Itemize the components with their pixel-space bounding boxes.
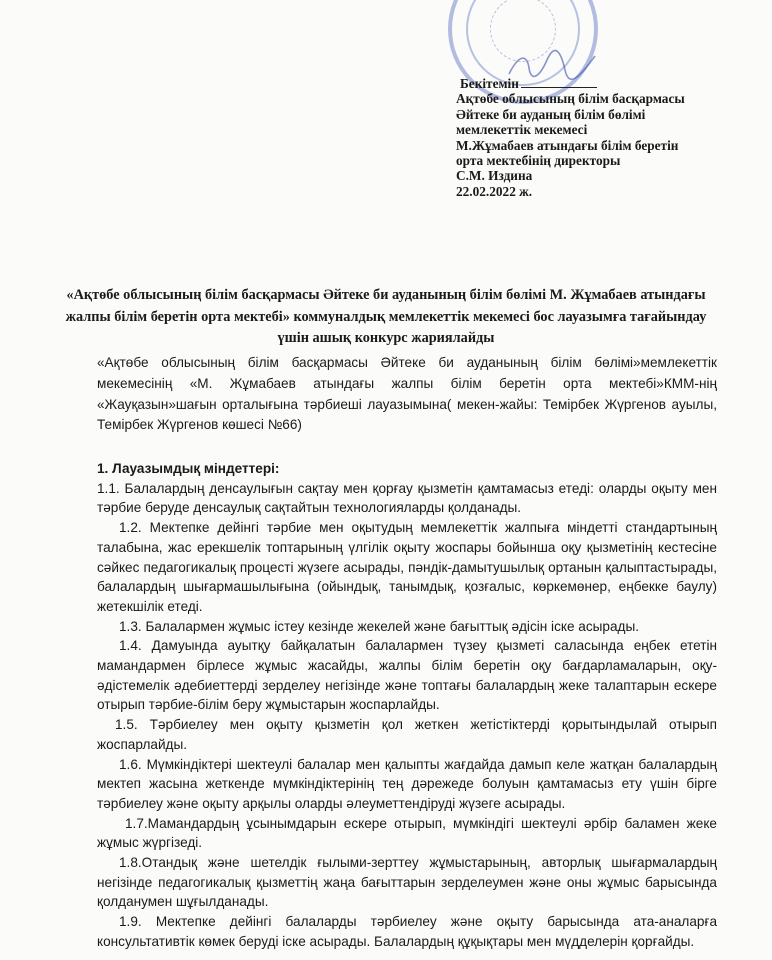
duty-item: 1.1. Балалардың денсаулығын сақтау мен қорғау қызметін қамтамасыз етеді: оларды оқыту мен тәрбие беруде денсаулық сақтайтын технологияларды қолданады. (97, 480, 717, 516)
approval-line-director: орта мектебінің директоры (456, 153, 621, 169)
duty-item: 1.9. Мектепке дейінгі балаларды тәрбиелеу және оқыту барысында ата-аналарға консультативтік көмек беруді іске асырады. Балалардың құқықтары мен мүдделерін қорғайды. (97, 914, 717, 949)
approval-line-institution: мемлекеттік мекемесі (456, 122, 588, 138)
approval-line-district: Әйтеке би ауданың білім бөлімі (456, 106, 646, 122)
duty-item: 1.2. Мектепке дейінгі тәрбие мен оқытудың мемлекеттік жалпыға міндетті стандартының талабына, жас ерекшелік топтарының үлгілік оқыту жоспары бойынша оқу қызметінің кестесіне сәйкес педагогикалық процесті жүзеге асырады, пәндік-дамытушылық ортанын қалыптастырады, балалардың шығармашылығына (ойындық, танымдық, қозғалыс, көркемөнер, еңбекке баулу) жетекшілік етеді. (97, 520, 717, 614)
approval-line-school: М.Жұмабаев атындағы білім беретін (456, 137, 679, 153)
duty-item: 1.3. Балалармен жұмыс істеу кезінде жекелей және бағыттық әдісін іске асырады. (119, 618, 640, 634)
document-title: «Ақтөбе облысының білім басқармасы Әйтеке би ауданының білім бөлімі М. Жұмабаев атындағы жалпы білім беретін орта мектебі» коммуналдық мемлекеттік мекемесі бос лауазымға тағайындау үшін ашық конкурс жариялайды (65, 287, 707, 346)
duty-item: 1.7.Мамандардың ұсынымдарын ескере отырып, мүмкіндігі шектеулі әрбір баламен жеке жұмыс жүргізеді. (97, 815, 717, 851)
signature-line (521, 87, 597, 88)
approval-line-date: 22.02.2022 ж. (456, 183, 533, 199)
approval-line-approved: Бекітемін (456, 76, 756, 91)
duties-section (97, 459, 717, 952)
duty-item: 1.5. Тәрбиелеу мен оқыту қызметін қол жеткен жетістіктерді қорытындылай отырып жоспарлайды. (97, 717, 717, 752)
duty-item: 1.4. Дамуында ауытқу байқалатын балалармен түзеу қызметі саласында еңбек ететін мамандармен бірлесе жұмыс жасайды, жалпы білім беретін оқу бағдарламаларын, оқу-әдістемелік әдебиеттерді зерделеу негізінде және топтағы балалардың жеке талаптарын ескере отырып тәрбие-білім беру жұмыстарын жоспарлайды. (97, 638, 717, 713)
approval-line-name: С.М. Издина (456, 168, 533, 184)
intro-paragraph: «Ақтөбе облысының білім басқармасы Әйтеке би ауданының білім бөлімі»мемлекеттік мекемесінің «М. Жұмабаев атындағы жалпы білім беретін орта мектебі»КММ-нің «Жауқазын»шағын орталығына тәрбиеші лауазымына( мекен-жайы: Темірбек Жүргенов ауылы, Темірбек Жүргенов көшесі №66) (97, 355, 717, 433)
duty-item: 1.6. Мүмкіндіктері шектеулі балалар мен қалыпты жағдайда дамып келе жатқан балалардың мектеп жасына жеткенде мүмкіндіктерінің тең дәрежеде болуын қамтамасыз ету үшін бірге тәрбиелеу және оқыту арқылы оларды әлеуметтендіруді жүзеге асырады. (97, 756, 717, 811)
approval-line-department: Ақтөбе облысының білім басқармасы (456, 91, 685, 107)
duty-item: 1.8.Отандық және шетелдік ғылыми-зерттеу жұмыстарының, авторлық шығармалардың негізінде педагогикалық қызметтің жаңа бағыттарын зерделеумен және оны жұмыс барысында қолданумен шұғылданады. (97, 855, 717, 910)
section-heading: 1. Лауазымдық міндеттері: (97, 461, 280, 476)
approval-block (456, 76, 756, 199)
